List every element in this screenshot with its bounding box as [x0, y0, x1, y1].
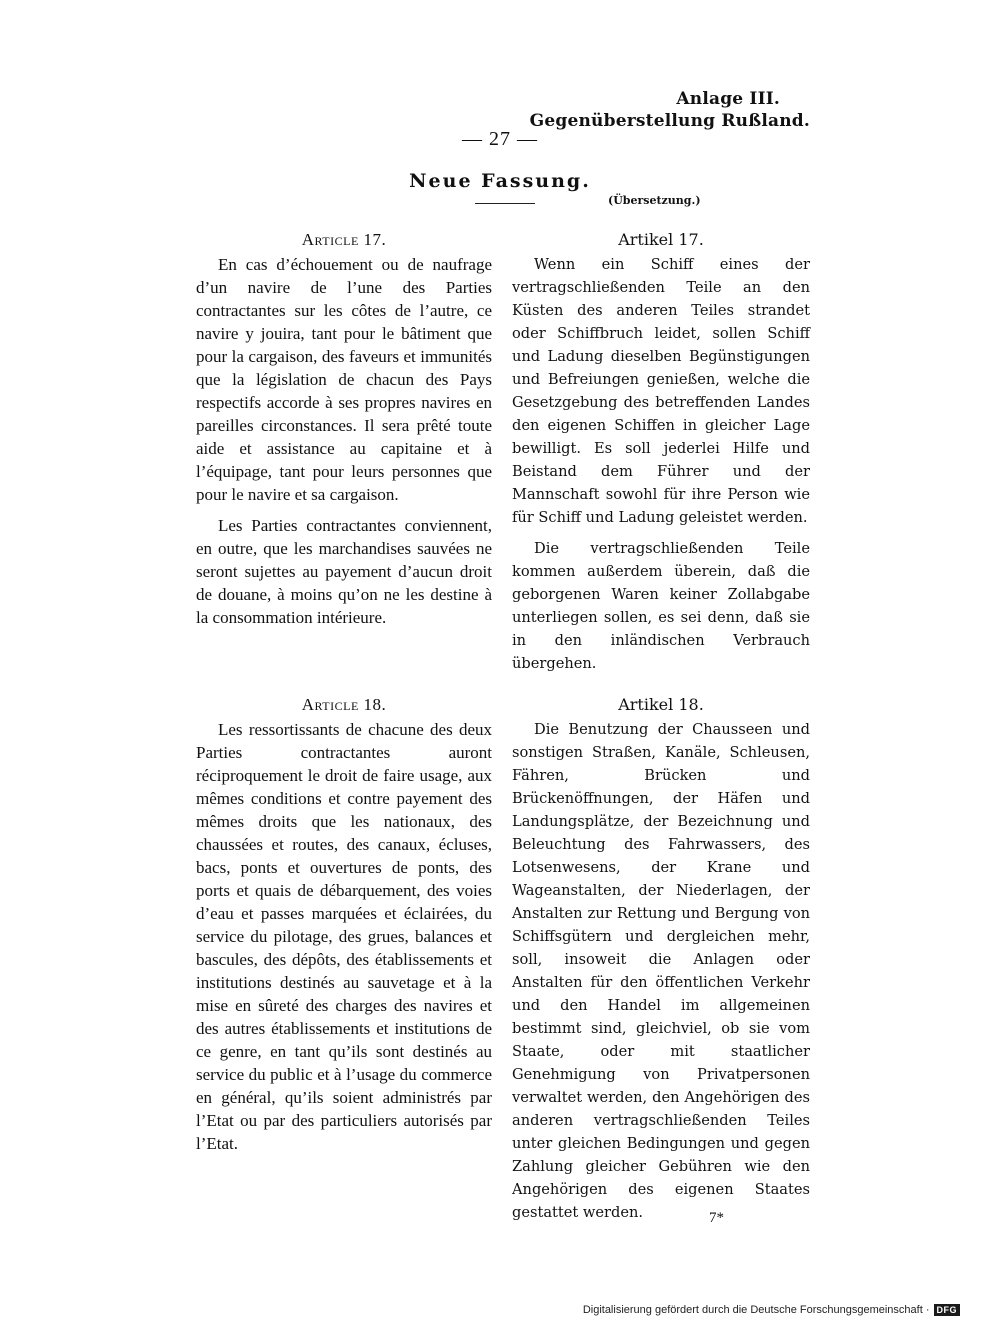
german-article-17-paragraph-2: Die vertragschließenden Teile kommen außerdem überein, daß die geborgenen Waren keiner Zollabgabe unterliegen sollen, es sei denn, daß sie in den inländischen Verbrauch übergehen.: [512, 540, 810, 672]
annex-line-1: Anlage III.: [676, 89, 780, 109]
german-article-18-heading: Artikel 18.: [618, 695, 704, 714]
title-divider: [475, 203, 535, 204]
digitization-credit-text: Digitalisierung gefördert durch die Deutsche Forschungsgemeinschaft ·: [582, 1304, 930, 1316]
german-article-17-paragraph-1: Wenn ein Schiff eines der vertragschließenden Teile an den Küsten des anderen Teiles strandet oder Schiffbruch leidet, sollen Schiff und Ladung dieselben Begünstigungen und Befreiungen genießen, welche die Gesetzgebung des betreffenden Landes den eigenen Schiffen in gleicher Lage bewilligt. Es soll jederlei Hilfe und Beistand dem Führer und der Mannschaft sowohl für ihre Person wie für Schiff und Ladung geleistet werden.: [512, 256, 810, 526]
translation-note: (Übersetzung.): [608, 194, 701, 207]
french-article-17-heading: Article 17.: [301, 230, 387, 249]
signature-mark: 7*: [709, 1210, 724, 1226]
german-article-17-heading: Artikel 17.: [618, 230, 704, 249]
page-number: — 27 —: [462, 128, 538, 150]
german-article-17: [512, 228, 810, 675]
french-article-17-paragraph-1: En cas d’échouement ou de naufrage d’un navire de l’une des Parties contractantes sur les côtes de l’autre, ce navire y jouira, tant pour le bâtiment que pour la cargaison, des faveurs et immunités que la législation de chacun des Pays respectifs accorde à ses propres navires en pareilles circonstances. Il sera prêté toute aide et assistance au capitaine et à l’équipage, tant pour leurs personnes que pour le navire et sa cargaison.: [196, 255, 492, 504]
section-title: Neue Fassung.: [409, 170, 591, 192]
french-article-18-heading: Article 18.: [301, 695, 387, 714]
annex-line-2: Gegenüberstellung Rußland.: [529, 111, 810, 131]
german-article-18: [512, 693, 810, 1224]
french-article-17: [196, 228, 492, 629]
french-article-18: [196, 693, 492, 1155]
german-article-18-paragraph-1: Die Benutzung der Chausseen und sonstigen Straßen, Kanäle, Schleusen, Fähren, Brücken und Brückenöffnungen, der Häfen und Landungsplätze, der Bezeichnung und Beleuchtung des Fahrwassers, des Lotsenwesens, der Krane und Wageanstalten, der Niederlagen, der Anstalten zur Rettung und Bergung von Schiffsgütern und dergleichen mehr, soll, insoweit die Anlagen oder Anstalten für den öffentlichen Verkehr und den Handel im allgemeinen bestimmt sind, gleichviel, ob sie vom Staate, oder mit staatlicher Genehmigung von Privatpersonen verwaltet werden, den Angehörigen des anderen vertragschließenden Teiles unter gleichen Bedingungen und gegen Zahlung gleicher Gebühren wie den Angehörigen des eigenen Staates gestattet werden.: [512, 721, 810, 1221]
french-article-18-paragraph-1: Les ressortissants de chacune des deux Parties contractantes auront réciproquement le droit de faire usage, aux mêmes conditions et contre payement des mêmes droits que les nationaux, des chaussées et routes, des canaux, écluses, bacs, ponts et ouvertures de ponts, des ports et quais de débarquement, des voies d’eau et passes marquées et éclairées, du service du pilotage, des grues, balances et bascules, des dépôts, des établissements et institutions destinés au sauvetage et à la mise en sûreté des charges des navires et des autres établissements et institutions de ce genre, en tant qu’ils sont destinés au service du public et à l’usage du commerce en général, qu’ils soient administrés par l’Etat ou par des particuliers autorisés par l’Etat.: [196, 720, 492, 1153]
french-article-17-paragraph-2: Les Parties contractantes conviennent, en outre, que les marchandises sauvées ne seront sujettes au payement d’aucun droit de douane, à moins qu’on ne les destine à la consommation intérieure.: [196, 516, 492, 627]
digitization-credit: [583, 1304, 960, 1316]
dfg-logo: DFG: [934, 1304, 961, 1316]
annex-heading: [530, 88, 810, 132]
